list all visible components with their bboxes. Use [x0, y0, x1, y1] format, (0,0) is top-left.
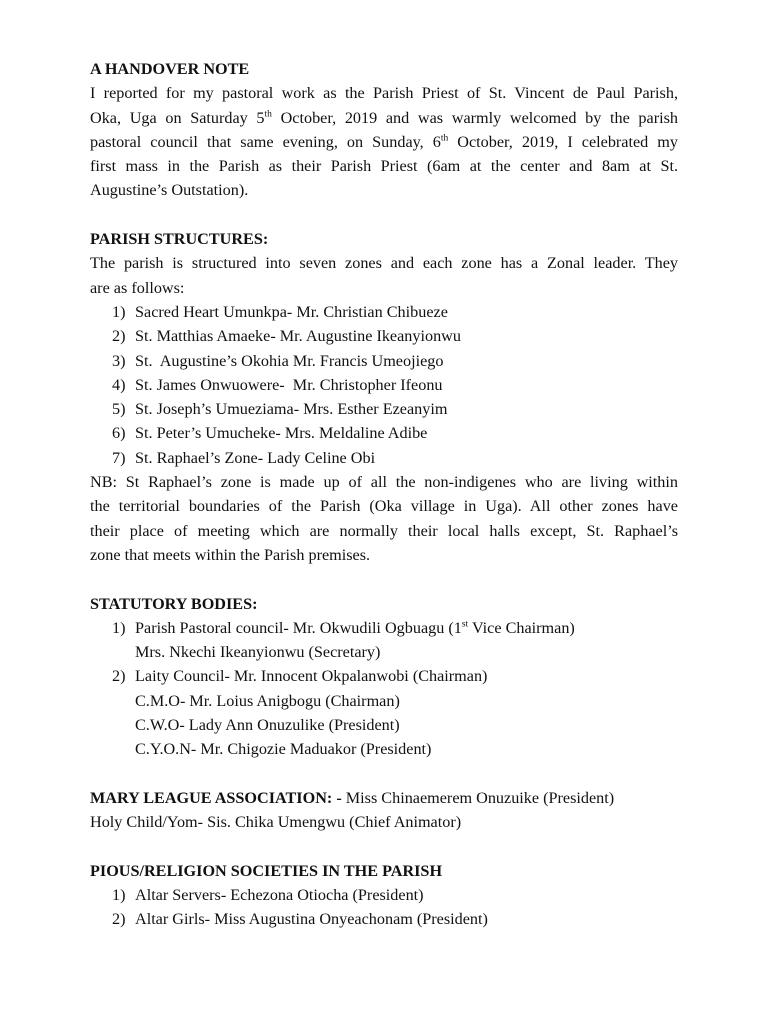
list-item: [90, 616, 678, 640]
list-number: 2): [112, 910, 126, 929]
ordinal-suffix: th: [264, 109, 272, 120]
list-number: 3): [112, 351, 126, 370]
section-heading-pious: PIOUS/RELIGION SOCIETIES IN THE PARISH: [90, 861, 443, 880]
section-heading-statutory: STATUTORY BODIES:: [90, 594, 258, 613]
list-number: 4): [112, 375, 126, 394]
list-number: 6): [112, 424, 126, 443]
nb-line-4: zone that meets within the Parish premises.: [90, 545, 371, 564]
ordinal-suffix: th: [440, 133, 449, 144]
spacer: [90, 567, 678, 591]
nb-line-3: their place of meeting which are normally their local halls except, St. Raphael’s: [90, 521, 678, 540]
list-item: [90, 300, 678, 324]
intro-line-2: [90, 106, 678, 130]
section-heading-structures: PARISH STRUCTURES:: [90, 230, 269, 249]
list-text: St. Raphael’s Zone- Lady Celine Obi: [135, 448, 376, 467]
list-text: St. Joseph’s Umueziama- Mrs. Esther Ezeanyim: [135, 400, 448, 419]
list-number: 1): [112, 886, 126, 905]
list-number: 1): [112, 302, 126, 321]
list-item: [90, 421, 678, 445]
list-number: 1): [112, 618, 126, 637]
spacer: [90, 835, 678, 859]
list-continuation: Mrs. Nkechi Ikeanyionwu (Secretary): [135, 643, 381, 662]
structures-line-2: are as follows:: [90, 278, 185, 297]
list-item: [90, 883, 678, 907]
list-continuation: C.M.O- Mr. Loius Anigbogu (Chairman): [135, 691, 400, 710]
intro-line-3-end: October, 2019, I celebrated my: [448, 132, 678, 151]
intro-line-2-end: October, 2019 and was warmly welcomed by the parish: [271, 108, 678, 127]
list-text: Altar Servers- Echezona Otiocha (President): [135, 886, 424, 905]
section-heading-mary-league: MARY LEAGUE ASSOCIATION: -: [90, 788, 342, 807]
list-text-end: Vice Chairman): [468, 618, 575, 637]
structures-line-1: The parish is structured into seven zones and each zone has a Zonal leader. They: [90, 254, 678, 273]
list-item: [90, 397, 678, 421]
list-item: [90, 373, 678, 397]
list-item: [90, 446, 678, 470]
spacer: [90, 762, 678, 786]
ordinal-suffix: st: [461, 619, 469, 630]
document-title: A HANDOVER NOTE: [90, 60, 250, 78]
list-number: 7): [112, 448, 126, 467]
intro-line-1: I reported for my pastoral work as the Parish Priest of St. Vincent de Paul Parish,: [90, 84, 678, 103]
list-item: [90, 349, 678, 373]
list-text: St. Peter’s Umucheke- Mrs. Meldaline Adibe: [135, 424, 428, 443]
holy-child-line: Holy Child/Yom- Sis. Chika Umengwu (Chief Animator): [90, 813, 462, 832]
mary-league-line: [90, 786, 678, 810]
list-number: 5): [112, 400, 126, 419]
list-continuation: C.W.O- Lady Ann Onuzulike (President): [135, 716, 400, 735]
list-text: Sacred Heart Umunkpa- Mr. Christian Chibueze: [135, 302, 448, 321]
list-number: 2): [112, 667, 126, 686]
list-text: Laity Council- Mr. Innocent Okpalanwobi (Chairman): [135, 667, 488, 686]
zone-list: [90, 300, 678, 470]
list-text: St. Matthias Amaeke- Mr. Augustine Ikeanyionwu: [135, 327, 461, 346]
list-item: [90, 324, 678, 348]
list-item: [90, 907, 678, 931]
intro-line-4: first mass in the Parish as their Parish Priest (6am at the center and 8am at St.: [90, 157, 678, 176]
nb-line-1: NB: St Raphael’s zone is made up of all the non-indigenes who are living within: [90, 473, 678, 492]
list-text: Parish Pastoral council- Mr. Okwudili Ogbuagu (1: [135, 618, 462, 637]
list-text: St. Augustine’s Okohia Mr. Francis Umeojiego: [135, 351, 444, 370]
intro-line-3-start: pastoral council that same evening, on Sunday, 6: [90, 132, 441, 151]
spacer: [90, 203, 678, 227]
list-text: St. James Onwuowere- Mr. Christopher Ifeonu: [135, 375, 443, 394]
intro-line-3: [90, 130, 678, 154]
list-text: Altar Girls- Miss Augustina Onyeachonam (President): [135, 910, 488, 929]
list-number: 2): [112, 327, 126, 346]
document-page: [90, 57, 678, 932]
mary-league-text: Miss Chinaemerem Onuzuike (President): [341, 788, 615, 807]
intro-line-5: Augustine’s Outstation).: [90, 181, 249, 200]
list-item: [90, 664, 678, 688]
list-continuation: C.Y.O.N- Mr. Chigozie Maduakor (President): [135, 740, 432, 759]
nb-line-2: the territorial boundaries of the Parish (Oka village in Uga). All other zones have: [90, 497, 678, 516]
intro-line-2-start: Oka, Uga on Saturday 5: [90, 108, 265, 127]
